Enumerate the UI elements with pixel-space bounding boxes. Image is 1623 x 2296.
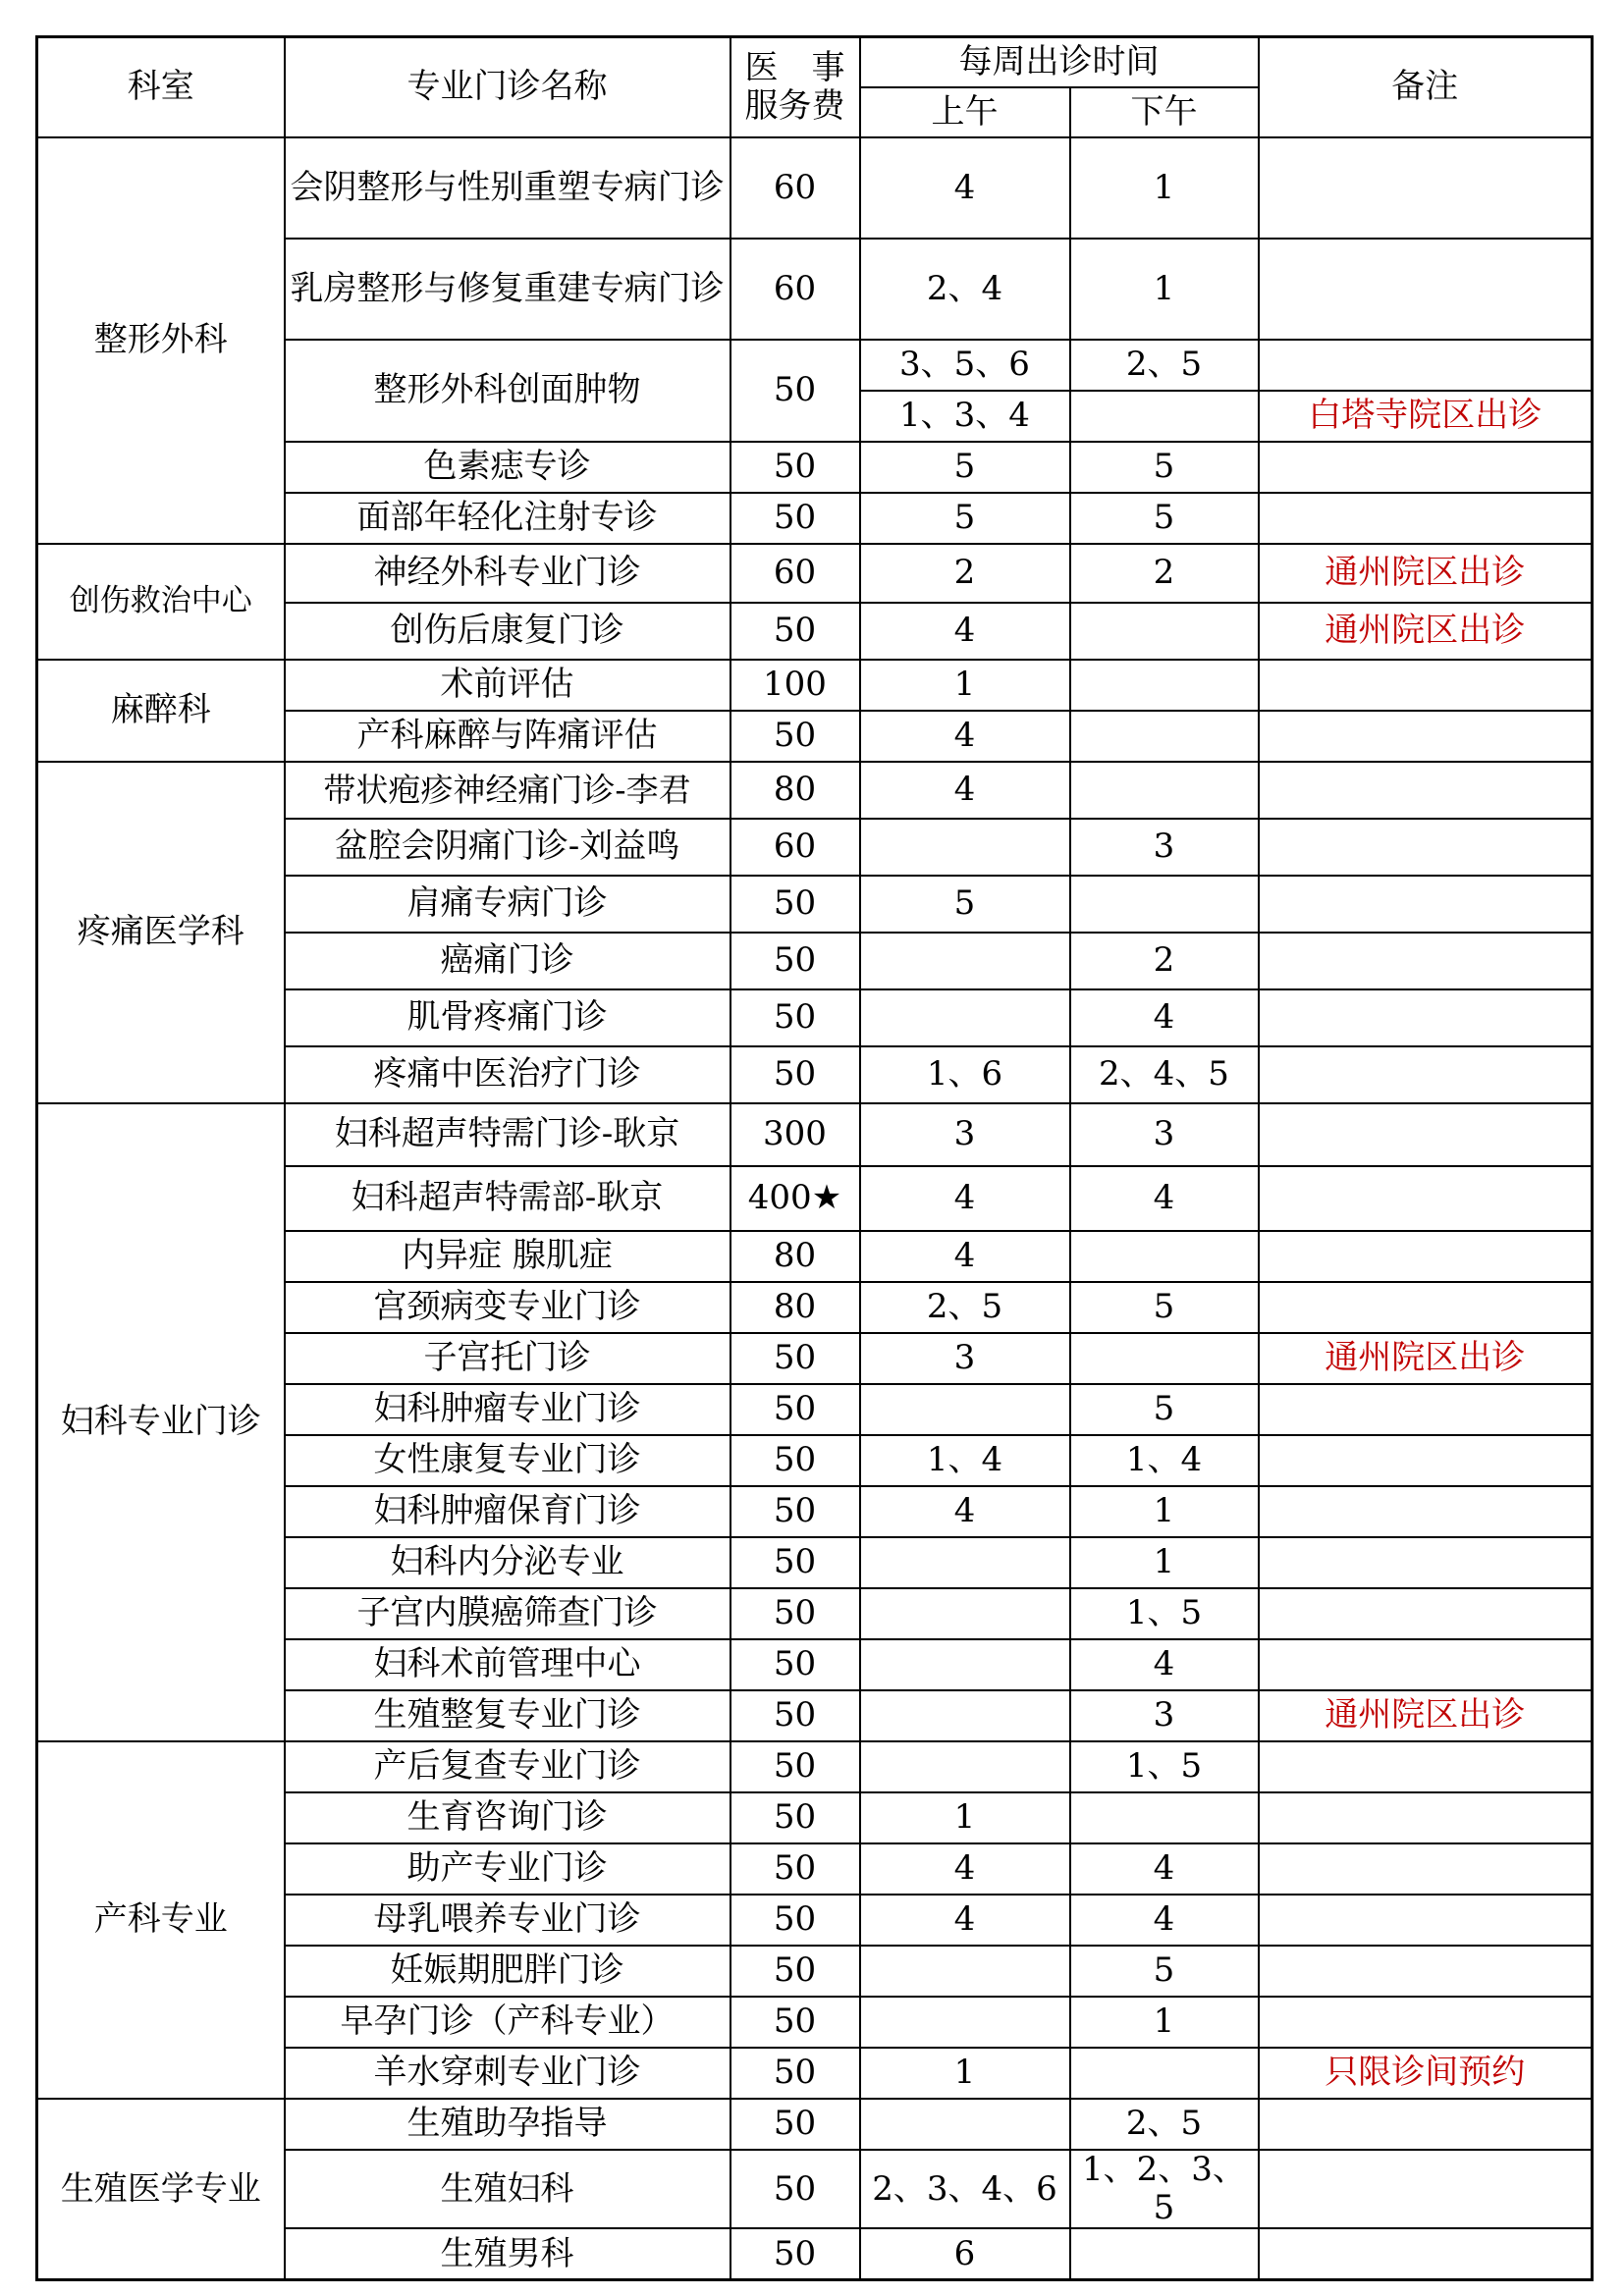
clinic-name: 妇科术前管理中心	[285, 1639, 730, 1690]
clinic-name: 整形外科创面肿物	[285, 340, 730, 442]
pm-cell: 2、5	[1070, 340, 1259, 391]
am-cell: 2、3、4、6	[860, 2150, 1070, 2228]
clinic-name: 乳房整形与修复重建专病门诊	[285, 239, 730, 340]
am-cell: 3	[860, 1103, 1070, 1166]
fee-cell: 60	[730, 819, 860, 876]
remark-cell	[1259, 1639, 1593, 1690]
header-weekly: 每周出诊时间	[860, 37, 1259, 88]
am-cell	[860, 1946, 1070, 1997]
pm-cell	[1070, 876, 1259, 933]
fee-cell: 400★	[730, 1166, 860, 1231]
am-cell	[860, 1690, 1070, 1741]
clinic-name: 术前评估	[285, 660, 730, 711]
fee-cell: 50	[730, 1792, 860, 1843]
fee-cell: 50	[730, 1486, 860, 1537]
pm-cell: 5	[1070, 1946, 1259, 1997]
pm-cell: 2、4、5	[1070, 1046, 1259, 1103]
table-row	[37, 1741, 1593, 1792]
am-cell: 3	[860, 1333, 1070, 1384]
remark-cell	[1259, 876, 1593, 933]
fee-cell: 50	[730, 933, 860, 989]
am-cell: 4	[860, 603, 1070, 660]
remark-cell	[1259, 493, 1593, 544]
remark-cell	[1259, 933, 1593, 989]
clinic-name: 肩痛专病门诊	[285, 876, 730, 933]
am-cell: 3、5、6	[860, 340, 1070, 391]
fee-cell: 50	[730, 2099, 860, 2150]
remark-cell	[1259, 1792, 1593, 1843]
fee-cell: 60	[730, 239, 860, 340]
dept-cell: 创伤救治中心	[37, 544, 285, 660]
table-row	[37, 660, 1593, 711]
header-remark: 备注	[1259, 37, 1593, 138]
header-fee-line1: 医 事	[744, 47, 845, 87]
pm-cell: 2	[1070, 933, 1259, 989]
fee-cell: 100	[730, 660, 860, 711]
remark-cell	[1259, 2150, 1593, 2228]
table-row	[37, 762, 1593, 819]
remark-cell	[1259, 819, 1593, 876]
pm-cell: 3	[1070, 1103, 1259, 1166]
header-clinic: 专业门诊名称	[285, 37, 730, 138]
remark-cell	[1259, 1103, 1593, 1166]
clinic-name: 妊娠期肥胖门诊	[285, 1946, 730, 1997]
am-cell: 4	[860, 711, 1070, 762]
am-cell: 1	[860, 2048, 1070, 2099]
clinic-name: 癌痛门诊	[285, 933, 730, 989]
pm-cell: 1	[1070, 1997, 1259, 2048]
remark-cell	[1259, 340, 1593, 391]
am-cell: 2、5	[860, 1282, 1070, 1333]
fee-cell: 50	[730, 1741, 860, 1792]
remark-cell	[1259, 2099, 1593, 2150]
fee-cell: 50	[730, 493, 860, 544]
remark-cell	[1259, 989, 1593, 1046]
am-cell	[860, 1537, 1070, 1588]
fee-cell: 50	[730, 340, 860, 442]
pm-cell: 5	[1070, 442, 1259, 493]
pm-cell: 1	[1070, 137, 1259, 239]
remark-cell: 通州院区出诊	[1259, 603, 1593, 660]
remark-cell: 通州院区出诊	[1259, 544, 1593, 603]
fee-cell: 50	[730, 876, 860, 933]
clinic-name: 妇科肿瘤保育门诊	[285, 1486, 730, 1537]
pm-cell: 2	[1070, 544, 1259, 603]
clinic-name: 生殖整复专业门诊	[285, 1690, 730, 1741]
clinic-name: 面部年轻化注射专诊	[285, 493, 730, 544]
clinic-name: 生殖男科	[285, 2228, 730, 2280]
clinic-name: 创伤后康复门诊	[285, 603, 730, 660]
pm-cell: 2、5	[1070, 2099, 1259, 2150]
pm-cell: 1	[1070, 239, 1259, 340]
remark-cell	[1259, 1046, 1593, 1103]
fee-cell: 50	[730, 1690, 860, 1741]
pm-cell	[1070, 2228, 1259, 2280]
remark-cell: 通州院区出诊	[1259, 1690, 1593, 1741]
fee-cell: 50	[730, 2228, 860, 2280]
remark-cell	[1259, 1946, 1593, 1997]
pm-cell	[1070, 391, 1259, 442]
dept-cell: 产科专业	[37, 1741, 285, 2099]
clinic-name: 盆腔会阴痛门诊-刘益鸣	[285, 819, 730, 876]
remark-cell	[1259, 442, 1593, 493]
am-cell	[860, 1997, 1070, 2048]
am-cell: 1、6	[860, 1046, 1070, 1103]
clinic-name: 早孕门诊（产科专业）	[285, 1997, 730, 2048]
remark-cell	[1259, 660, 1593, 711]
clinic-name: 带状疱疹神经痛门诊-李君	[285, 762, 730, 819]
am-cell: 4	[860, 762, 1070, 819]
am-cell: 1	[860, 660, 1070, 711]
header-fee	[730, 37, 860, 138]
fee-cell: 50	[730, 1046, 860, 1103]
dept-cell: 整形外科	[37, 137, 285, 544]
remark-cell	[1259, 1486, 1593, 1537]
fee-cell: 50	[730, 1843, 860, 1895]
fee-cell: 60	[730, 137, 860, 239]
pm-cell: 4	[1070, 1166, 1259, 1231]
remark-cell	[1259, 2228, 1593, 2280]
pm-cell: 3	[1070, 819, 1259, 876]
am-cell	[860, 1588, 1070, 1639]
clinic-name: 母乳喂养专业门诊	[285, 1895, 730, 1946]
pm-cell: 3	[1070, 1690, 1259, 1741]
header-am: 上午	[860, 87, 1070, 137]
am-cell	[860, 819, 1070, 876]
clinic-name: 女性康复专业门诊	[285, 1435, 730, 1486]
clinic-name: 会阴整形与性别重塑专病门诊	[285, 137, 730, 239]
fee-cell: 50	[730, 711, 860, 762]
remark-cell	[1259, 1895, 1593, 1946]
pm-cell	[1070, 660, 1259, 711]
fee-cell: 80	[730, 1231, 860, 1282]
dept-cell: 麻醉科	[37, 660, 285, 762]
clinic-schedule-table	[35, 35, 1594, 2281]
dept-cell: 生殖医学专业	[37, 2099, 285, 2280]
remark-cell: 通州院区出诊	[1259, 1333, 1593, 1384]
pm-cell: 4	[1070, 1843, 1259, 1895]
am-cell: 4	[860, 1166, 1070, 1231]
clinic-name: 内异症 腺肌症	[285, 1231, 730, 1282]
fee-cell: 50	[730, 2150, 860, 2228]
clinic-name: 妇科肿瘤专业门诊	[285, 1384, 730, 1435]
fee-cell: 50	[730, 1895, 860, 1946]
remark-cell	[1259, 1384, 1593, 1435]
clinic-name: 色素痣专诊	[285, 442, 730, 493]
table-row	[37, 544, 1593, 603]
pm-cell: 1	[1070, 1486, 1259, 1537]
pm-cell	[1070, 2048, 1259, 2099]
remark-cell	[1259, 762, 1593, 819]
clinic-name: 妇科超声特需部-耿京	[285, 1166, 730, 1231]
clinic-name: 疼痛中医治疗门诊	[285, 1046, 730, 1103]
clinic-name: 妇科内分泌专业	[285, 1537, 730, 1588]
clinic-name: 子宫托门诊	[285, 1333, 730, 1384]
header-pm: 下午	[1070, 87, 1259, 137]
am-cell: 4	[860, 1231, 1070, 1282]
am-cell: 5	[860, 493, 1070, 544]
pm-cell	[1070, 1333, 1259, 1384]
pm-cell: 1	[1070, 1537, 1259, 1588]
remark-cell	[1259, 1537, 1593, 1588]
remark-cell	[1259, 1231, 1593, 1282]
table-row	[37, 2099, 1593, 2150]
am-cell: 2、4	[860, 239, 1070, 340]
am-cell	[860, 1741, 1070, 1792]
clinic-name: 助产专业门诊	[285, 1843, 730, 1895]
remark-cell	[1259, 1741, 1593, 1792]
am-cell: 4	[860, 1486, 1070, 1537]
am-cell	[860, 933, 1070, 989]
table-row	[37, 1103, 1593, 1166]
dept-cell: 疼痛医学科	[37, 762, 285, 1103]
remark-cell	[1259, 1588, 1593, 1639]
am-cell	[860, 2099, 1070, 2150]
header-fee-line2: 服务费	[744, 86, 845, 126]
clinic-name: 产科麻醉与阵痛评估	[285, 711, 730, 762]
clinic-name: 羊水穿刺专业门诊	[285, 2048, 730, 2099]
clinic-name: 神经外科专业门诊	[285, 544, 730, 603]
fee-cell: 50	[730, 1435, 860, 1486]
pm-cell	[1070, 1792, 1259, 1843]
fee-cell: 50	[730, 442, 860, 493]
clinic-name: 宫颈病变专业门诊	[285, 1282, 730, 1333]
header-row-1	[37, 37, 1593, 88]
fee-cell: 80	[730, 762, 860, 819]
pm-cell: 1、2、3、5	[1070, 2150, 1259, 2228]
am-cell: 1	[860, 1792, 1070, 1843]
header-dept: 科室	[37, 37, 285, 138]
am-cell: 2	[860, 544, 1070, 603]
am-cell: 1、4	[860, 1435, 1070, 1486]
fee-cell: 50	[730, 1588, 860, 1639]
remark-cell	[1259, 1997, 1593, 2048]
fee-cell: 300	[730, 1103, 860, 1166]
am-cell	[860, 1639, 1070, 1690]
clinic-name: 肌骨疼痛门诊	[285, 989, 730, 1046]
fee-cell: 50	[730, 1639, 860, 1690]
am-cell: 6	[860, 2228, 1070, 2280]
table-row	[37, 137, 1593, 239]
fee-cell: 50	[730, 1997, 860, 2048]
am-cell: 1、3、4	[860, 391, 1070, 442]
am-cell: 4	[860, 1843, 1070, 1895]
pm-cell	[1070, 603, 1259, 660]
am-cell	[860, 1384, 1070, 1435]
remark-cell	[1259, 1843, 1593, 1895]
schedule-document	[35, 35, 1591, 2281]
pm-cell: 1、5	[1070, 1741, 1259, 1792]
remark-cell	[1259, 1435, 1593, 1486]
pm-cell: 4	[1070, 1639, 1259, 1690]
fee-cell: 50	[730, 1333, 860, 1384]
pm-cell	[1070, 711, 1259, 762]
am-cell: 5	[860, 876, 1070, 933]
remark-cell	[1259, 1166, 1593, 1231]
fee-cell: 50	[730, 2048, 860, 2099]
remark-cell	[1259, 711, 1593, 762]
fee-cell: 60	[730, 544, 860, 603]
clinic-name: 生育咨询门诊	[285, 1792, 730, 1843]
remark-cell	[1259, 137, 1593, 239]
clinic-name: 妇科超声特需门诊-耿京	[285, 1103, 730, 1166]
am-cell: 4	[860, 137, 1070, 239]
fee-cell: 50	[730, 989, 860, 1046]
pm-cell: 4	[1070, 1895, 1259, 1946]
remark-cell	[1259, 1282, 1593, 1333]
clinic-name: 生殖助孕指导	[285, 2099, 730, 2150]
pm-cell	[1070, 762, 1259, 819]
remark-cell: 白塔寺院区出诊	[1259, 391, 1593, 442]
pm-cell: 1、4	[1070, 1435, 1259, 1486]
clinic-name: 产后复查专业门诊	[285, 1741, 730, 1792]
pm-cell: 5	[1070, 1384, 1259, 1435]
dept-cell: 妇科专业门诊	[37, 1103, 285, 1741]
remark-cell: 只限诊间预约	[1259, 2048, 1593, 2099]
fee-cell: 50	[730, 603, 860, 660]
pm-cell: 5	[1070, 493, 1259, 544]
pm-cell: 4	[1070, 989, 1259, 1046]
fee-cell: 50	[730, 1537, 860, 1588]
fee-cell: 50	[730, 1946, 860, 1997]
am-cell: 4	[860, 1895, 1070, 1946]
pm-cell: 1、5	[1070, 1588, 1259, 1639]
clinic-name: 子宫内膜癌筛查门诊	[285, 1588, 730, 1639]
remark-cell	[1259, 239, 1593, 340]
pm-cell: 5	[1070, 1282, 1259, 1333]
fee-cell: 80	[730, 1282, 860, 1333]
am-cell	[860, 989, 1070, 1046]
fee-cell: 50	[730, 1384, 860, 1435]
am-cell: 5	[860, 442, 1070, 493]
clinic-name: 生殖妇科	[285, 2150, 730, 2228]
pm-cell	[1070, 1231, 1259, 1282]
